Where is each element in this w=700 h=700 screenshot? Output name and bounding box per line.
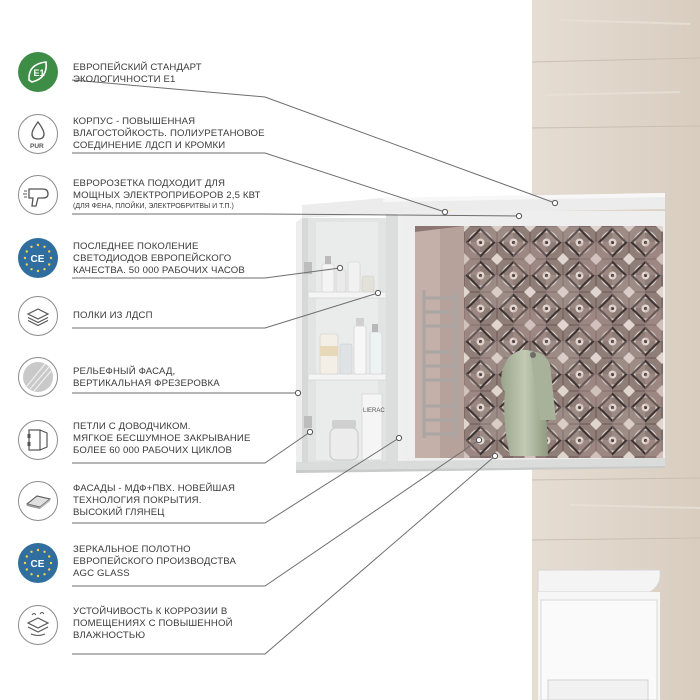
ce-stars-icon <box>18 543 58 583</box>
ce-icon-text-2: CE <box>30 559 45 570</box>
feature-led-line-3: КАЧЕСТВА. 50 000 РАБОЧИХ ЧАСОВ <box>73 264 245 276</box>
pur-drop-icon <box>18 114 58 154</box>
pur-icon-text: PUR <box>30 143 44 150</box>
feature-hinges <box>18 420 318 470</box>
feature-corrosion-line-3: ВЛАЖНОСТЬЮ <box>73 629 146 641</box>
feature-pur-line-1: КОРПУС - ПОВЫШЕННАЯ <box>73 116 196 127</box>
feature-shelves-line-1: ПОЛКИ ИЗ ЛДСП <box>73 310 153 321</box>
feature-led-line-1: ПОСЛЕДНЕЕ ПОКОЛЕНИЕ <box>73 241 199 252</box>
shelf-layers-icon <box>18 296 58 336</box>
lierac-box-label: LIERAC <box>363 408 385 414</box>
feature-mirror-line-1: ЗЕРКАЛЬНОЕ ПОЛОТНО <box>73 544 191 555</box>
feature-mirror-line-3: AGC GLASS <box>73 567 130 579</box>
feature-pur-line-3: СОЕДИНЕНИЕ ЛДСП И КРОМКИ <box>73 139 226 151</box>
feature-socket-line-2: МОЩНЫХ ЭЛЕКТРОПРИБОРОВ 2,5 КВТ <box>73 189 261 201</box>
feature-socket-line-1: ЕВРОРОЗЕТКА ПОДХОДИТ ДЛЯ <box>73 178 226 189</box>
feature-relief-line-2: ВЕРТИКАЛЬНАЯ ФРЕЗЕРОВКА <box>73 377 220 389</box>
feature-socket-note: (ДЛЯ ФЕНА, ПЛОЙКИ, ЭЛЕКТРОБРИТВЫ И Т.П.) <box>73 202 234 210</box>
feature-e1 <box>18 52 318 102</box>
feature-led <box>18 238 318 288</box>
feature-hinges-line-2: МЯГКОЕ БЕСШУМНОЕ ЗАКРЫВАНИЕ <box>73 432 251 444</box>
feature-mirror-line-2: ЕВРОПЕЙСКОГО ПРОИЗВОДСТВА <box>73 555 237 567</box>
ce-icon-text-1: CE <box>30 254 45 265</box>
feature-facades-line-3: ВЫСОКИЙ ГЛЯНЕЦ <box>73 506 165 518</box>
feature-hinges-line-1: ПЕТЛИ С ДОВОДЧИКОМ. <box>73 421 191 432</box>
feature-facades-line-2: ТЕХНОЛОГИЯ ПОКРЫТИЯ. <box>73 494 202 506</box>
anti-corrosion-icon <box>18 605 58 645</box>
feature-corrosion <box>18 605 318 655</box>
sink-vanity <box>538 570 660 700</box>
feature-mirror <box>18 543 318 593</box>
hair-dryer-icon <box>18 175 58 215</box>
feature-relief-line-1: РЕЛЬЕФНЫЙ ФАСАД, <box>73 366 176 377</box>
e1-leaf-icon <box>18 52 58 92</box>
feature-shelves <box>18 296 318 346</box>
feature-e1-line-1: ЕВРОПЕЙСКИЙ СТАНДАРТ <box>73 62 202 73</box>
door-hinge-icon <box>18 420 58 460</box>
feature-corrosion-line-1: УСТОЙЧИВОСТЬ К КОРРОЗИИ В <box>73 606 228 617</box>
mirror-cabinet <box>296 193 665 473</box>
feature-socket <box>18 175 318 225</box>
feature-corrosion-line-2: ПОМЕЩЕНИЯХ С ПОВЫШЕННОЙ <box>73 617 233 629</box>
feature-hinges-line-3: БОЛЕЕ 60 000 РАБОЧИХ ЦИКЛОВ <box>73 444 233 456</box>
feature-led-line-2: СВЕТОДИОДОВ ЕВРОПЕЙСКОГО <box>73 252 232 264</box>
ce-stars-icon <box>18 238 58 278</box>
feature-e1-line-2: ЭКОЛОГИЧНОСТИ E1 <box>73 73 176 85</box>
feature-facades-line-1: ФАСАДЫ - МДФ+ПВХ. НОВЕЙШАЯ <box>73 483 236 494</box>
feature-pur-line-2: ВЛАГОСТОЙКОСТЬ. ПОЛИУРЕТАНОВОЕ <box>73 127 265 139</box>
relief-facade-icon <box>18 357 58 397</box>
glossy-panel-icon <box>18 481 58 521</box>
feature-pur <box>18 114 318 164</box>
feature-facades <box>18 481 318 531</box>
e1-icon-text: E1 <box>33 68 45 78</box>
feature-relief <box>18 357 318 407</box>
